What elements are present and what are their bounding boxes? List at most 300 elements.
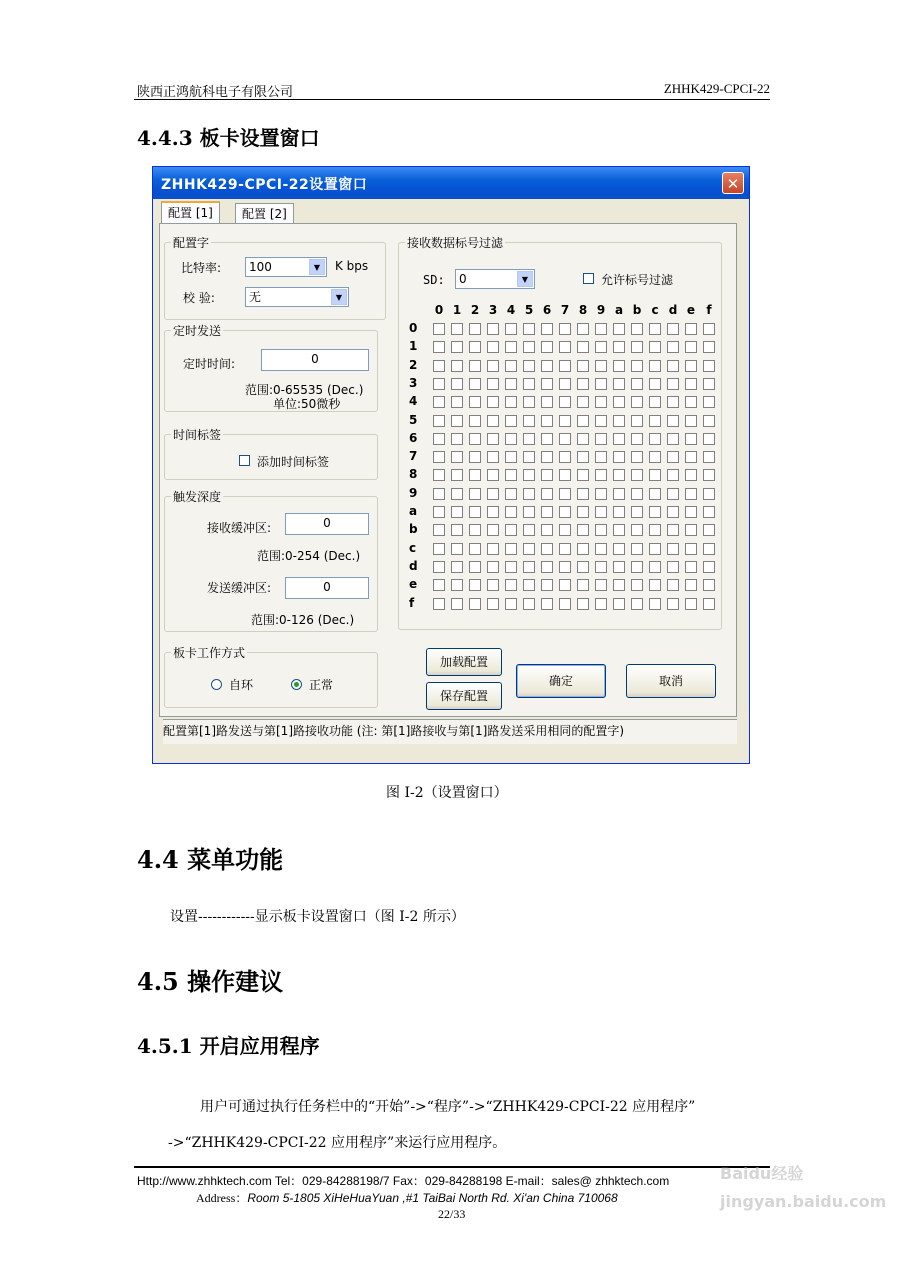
label-filter-checkbox[interactable] <box>559 543 571 555</box>
chevron-down-icon[interactable]: ▼ <box>517 271 533 287</box>
label-filter-checkbox[interactable] <box>505 598 517 610</box>
label-filter-checkbox[interactable] <box>523 543 535 555</box>
paragraph-line-2: ->“ZHHK429-CPCI-22 应用程序”来运行应用程序。 <box>168 1135 507 1151</box>
label-filter-checkbox[interactable] <box>649 451 661 463</box>
label-filter-checkbox[interactable] <box>595 506 607 518</box>
label-filter-checkbox[interactable] <box>667 561 679 573</box>
radio-loop[interactable] <box>211 679 222 690</box>
label-filter-checkbox[interactable] <box>523 360 535 372</box>
label-filter-checkbox[interactable] <box>505 360 517 372</box>
label-filter-checkbox[interactable] <box>451 524 463 536</box>
label-filter-checkbox[interactable] <box>451 579 463 591</box>
label-filter-checkbox[interactable] <box>649 341 661 353</box>
label-filter-checkbox[interactable] <box>613 360 625 372</box>
label-filter-checkbox[interactable] <box>631 469 643 481</box>
label-filter-checkbox[interactable] <box>505 469 517 481</box>
label-filter-checkbox[interactable] <box>433 579 445 591</box>
label-filter-checkbox[interactable] <box>541 488 553 500</box>
label-filter-checkbox[interactable] <box>595 360 607 372</box>
grid-col-label: 7 <box>560 303 570 317</box>
label-filter-checkbox[interactable] <box>631 451 643 463</box>
label-filter-checkbox[interactable] <box>487 396 499 408</box>
parity-select[interactable] <box>245 287 349 307</box>
label-filter-checkbox[interactable] <box>613 561 625 573</box>
label-filter-checkbox[interactable] <box>505 579 517 591</box>
label-filter-checkbox[interactable] <box>631 323 643 335</box>
label-filter-checkbox[interactable] <box>649 415 661 427</box>
label-filter-checkbox[interactable] <box>631 360 643 372</box>
label-filter-checkbox[interactable] <box>469 341 481 353</box>
label-filter-checkbox[interactable] <box>433 433 445 445</box>
label-filter-checkbox[interactable] <box>433 451 445 463</box>
label-filter-checkbox[interactable] <box>685 488 697 500</box>
label-filter-checkbox[interactable] <box>685 360 697 372</box>
label-filter-checkbox[interactable] <box>505 488 517 500</box>
label-filter-checkbox[interactable] <box>703 543 715 555</box>
label-filter-checkbox[interactable] <box>505 524 517 536</box>
label-filter-checkbox[interactable] <box>595 469 607 481</box>
label-filter-checkbox[interactable] <box>685 378 697 390</box>
tx-buffer-range: 范围:0-126 (Dec.) <box>251 613 355 627</box>
label-filter-checkbox[interactable] <box>685 323 697 335</box>
label-filter-checkbox[interactable] <box>541 433 553 445</box>
group-label-filter-title: 接收数据标号过滤 <box>407 236 504 250</box>
footer-address-line <box>196 1189 618 1206</box>
allow-filter-checkbox[interactable] <box>583 273 594 284</box>
label-filter-checkbox[interactable] <box>613 469 625 481</box>
label-filter-checkbox[interactable] <box>667 469 679 481</box>
label-filter-checkbox[interactable] <box>523 506 535 518</box>
label-filter-checkbox[interactable] <box>505 323 517 335</box>
label-filter-checkbox[interactable] <box>469 323 481 335</box>
label-filter-checkbox[interactable] <box>613 543 625 555</box>
label-filter-checkbox[interactable] <box>667 323 679 335</box>
load-config-button[interactable]: 加载配置 <box>426 648 502 676</box>
sd-select[interactable] <box>455 269 535 289</box>
label-filter-checkbox[interactable] <box>631 378 643 390</box>
label-filter-checkbox[interactable] <box>559 579 571 591</box>
label-filter-checkbox[interactable] <box>577 378 589 390</box>
label-filter-checkbox[interactable] <box>505 561 517 573</box>
dialog-titlebar <box>153 167 749 199</box>
label-filter-checkbox[interactable] <box>577 543 589 555</box>
label-filter-checkbox[interactable] <box>649 360 661 372</box>
label-filter-checkbox[interactable] <box>451 506 463 518</box>
tx-buffer-input[interactable]: 0 <box>285 577 369 599</box>
label-filter-checkbox[interactable] <box>631 524 643 536</box>
group-config-word <box>164 236 386 320</box>
label-filter-checkbox[interactable] <box>631 598 643 610</box>
label-filter-checkbox[interactable] <box>451 451 463 463</box>
label-filter-checkbox[interactable] <box>631 341 643 353</box>
grid-row-label: e <box>409 577 418 592</box>
label-filter-checkbox[interactable] <box>577 433 589 445</box>
label-filter-checkbox[interactable] <box>595 561 607 573</box>
save-config-button[interactable]: 保存配置 <box>426 682 502 710</box>
label-filter-checkbox[interactable] <box>487 524 499 536</box>
label-filter-checkbox[interactable] <box>433 360 445 372</box>
label-filter-checkbox[interactable] <box>541 360 553 372</box>
rx-buffer-input[interactable]: 0 <box>285 513 369 535</box>
label-filter-checkbox[interactable] <box>523 561 535 573</box>
label-filter-checkbox[interactable] <box>469 579 481 591</box>
label-filter-checkbox[interactable] <box>487 506 499 518</box>
label-filter-checkbox[interactable] <box>703 469 715 481</box>
label-filter-checkbox[interactable] <box>595 524 607 536</box>
label-filter-checkbox[interactable] <box>667 524 679 536</box>
label-filter-checkbox[interactable] <box>649 469 661 481</box>
label-filter-checkbox[interactable] <box>577 598 589 610</box>
label-filter-checkbox[interactable] <box>469 433 481 445</box>
label-filter-checkbox[interactable] <box>487 488 499 500</box>
label-filter-checkbox[interactable] <box>523 396 535 408</box>
label-filter-checkbox[interactable] <box>487 451 499 463</box>
label-filter-checkbox[interactable] <box>523 378 535 390</box>
dialog-title: ZHHK429-CPCI-22设置窗口 <box>161 177 368 193</box>
label-filter-checkbox[interactable] <box>523 415 535 427</box>
label-filter-checkbox[interactable] <box>703 396 715 408</box>
label-filter-checkbox[interactable] <box>577 415 589 427</box>
label-filter-checkbox[interactable] <box>577 488 589 500</box>
label-filter-checkbox[interactable] <box>685 469 697 481</box>
label-filter-checkbox[interactable] <box>433 561 445 573</box>
label-filter-checkbox[interactable] <box>451 396 463 408</box>
ok-button[interactable]: 确定 <box>516 664 606 698</box>
label-filter-checkbox[interactable] <box>703 360 715 372</box>
label-filter-checkbox[interactable] <box>667 341 679 353</box>
label-filter-checkbox[interactable] <box>595 451 607 463</box>
label-filter-checkbox[interactable] <box>685 579 697 591</box>
label-filter-checkbox[interactable] <box>595 415 607 427</box>
label-filter-checkbox[interactable] <box>559 360 571 372</box>
label-filter-checkbox[interactable] <box>433 598 445 610</box>
label-filter-checkbox[interactable] <box>649 598 661 610</box>
label-filter-checkbox[interactable] <box>505 543 517 555</box>
label-filter-checkbox[interactable] <box>685 451 697 463</box>
label-filter-checkbox[interactable] <box>649 323 661 335</box>
label-filter-checkbox[interactable] <box>631 433 643 445</box>
label-filter-checkbox[interactable] <box>559 524 571 536</box>
label-filter-checkbox[interactable] <box>685 543 697 555</box>
label-filter-checkbox[interactable] <box>433 488 445 500</box>
label-filter-checkbox[interactable] <box>685 415 697 427</box>
label-filter-checkbox[interactable] <box>631 415 643 427</box>
label-filter-checkbox[interactable] <box>541 396 553 408</box>
label-filter-checkbox[interactable] <box>595 378 607 390</box>
add-time-tag-checkbox[interactable] <box>239 455 250 466</box>
label-filter-checkbox[interactable] <box>703 506 715 518</box>
label-filter-checkbox[interactable] <box>469 524 481 536</box>
label-filter-checkbox[interactable] <box>631 561 643 573</box>
tab-config-2[interactable]: 配置 [2] <box>235 203 294 223</box>
label-filter-checkbox[interactable] <box>505 378 517 390</box>
label-filter-checkbox[interactable] <box>505 451 517 463</box>
label-filter-checkbox[interactable] <box>613 598 625 610</box>
label-filter-checkbox[interactable] <box>703 415 715 427</box>
label-filter-checkbox[interactable] <box>487 543 499 555</box>
label-filter-checkbox[interactable] <box>577 469 589 481</box>
label-filter-checkbox[interactable] <box>613 396 625 408</box>
label-filter-checkbox[interactable] <box>667 598 679 610</box>
label-filter-checkbox[interactable] <box>559 488 571 500</box>
label-filter-checkbox[interactable] <box>451 561 463 573</box>
label-filter-checkbox[interactable] <box>613 579 625 591</box>
label-filter-checkbox[interactable] <box>523 451 535 463</box>
label-filter-checkbox[interactable] <box>541 543 553 555</box>
label-filter-checkbox[interactable] <box>703 433 715 445</box>
label-filter-checkbox[interactable] <box>433 341 445 353</box>
label-filter-checkbox[interactable] <box>595 323 607 335</box>
label-filter-checkbox[interactable] <box>451 341 463 353</box>
label-filter-checkbox[interactable] <box>469 598 481 610</box>
label-filter-checkbox[interactable] <box>631 579 643 591</box>
label-filter-checkbox[interactable] <box>649 488 661 500</box>
label-filter-checkbox[interactable] <box>487 415 499 427</box>
label-filter-checkbox[interactable] <box>649 378 661 390</box>
label-filter-checkbox[interactable] <box>541 341 553 353</box>
close-icon[interactable]: ✕ <box>722 172 744 194</box>
tab-config-1[interactable]: 配置 [1] <box>161 201 220 223</box>
label-filter-checkbox[interactable] <box>613 451 625 463</box>
grid-row-label: 8 <box>409 467 418 482</box>
grid-row-label: c <box>409 540 417 555</box>
label-filter-checkbox[interactable] <box>559 323 571 335</box>
label-filter-checkbox[interactable] <box>451 323 463 335</box>
label-filter-checkbox[interactable] <box>649 524 661 536</box>
label-filter-checkbox[interactable] <box>685 396 697 408</box>
label-filter-checkbox[interactable] <box>433 543 445 555</box>
label-filter-checkbox[interactable] <box>631 396 643 408</box>
label-filter-checkbox[interactable] <box>703 488 715 500</box>
cancel-button[interactable]: 取消 <box>626 664 716 698</box>
label-filter-checkbox[interactable] <box>595 579 607 591</box>
label-filter-checkbox[interactable] <box>577 524 589 536</box>
label-filter-checkbox[interactable] <box>667 506 679 518</box>
label-filter-checkbox[interactable] <box>559 378 571 390</box>
label-filter-checkbox[interactable] <box>577 561 589 573</box>
label-filter-checkbox[interactable] <box>433 524 445 536</box>
label-filter-checkbox[interactable] <box>469 561 481 573</box>
label-filter-checkbox[interactable] <box>523 469 535 481</box>
rx-buffer-range: 范围:0-254 (Dec.) <box>257 549 361 563</box>
label-filter-checkbox[interactable] <box>577 396 589 408</box>
label-filter-checkbox[interactable] <box>523 524 535 536</box>
label-filter-checkbox[interactable] <box>667 488 679 500</box>
label-filter-checkbox[interactable] <box>613 524 625 536</box>
rx-buffer-label: 接收缓冲区: <box>207 521 272 535</box>
label-filter-checkbox[interactable] <box>667 378 679 390</box>
label-filter-checkbox[interactable] <box>487 433 499 445</box>
label-filter-checkbox[interactable] <box>487 579 499 591</box>
label-filter-checkbox[interactable] <box>667 579 679 591</box>
label-filter-checkbox[interactable] <box>523 433 535 445</box>
label-filter-checkbox[interactable] <box>703 323 715 335</box>
status-text: 配置第[1]路发送与第[1]路接收功能 (注: 第[1]路接收与第[1]路发送采用相同的配置字) <box>163 724 625 738</box>
label-filter-checkbox[interactable] <box>667 396 679 408</box>
label-filter-checkbox[interactable] <box>433 469 445 481</box>
label-filter-checkbox[interactable] <box>631 543 643 555</box>
label-filter-checkbox[interactable] <box>505 433 517 445</box>
label-filter-checkbox[interactable] <box>649 543 661 555</box>
label-filter-checkbox[interactable] <box>649 579 661 591</box>
label-filter-checkbox[interactable] <box>667 360 679 372</box>
label-filter-checkbox[interactable] <box>613 341 625 353</box>
label-filter-checkbox[interactable] <box>559 506 571 518</box>
label-filter-checkbox[interactable] <box>703 341 715 353</box>
label-filter-checkbox[interactable] <box>469 451 481 463</box>
timed-send-unit: 单位:50微秒 <box>273 397 341 411</box>
chevron-down-icon[interactable]: ▼ <box>331 289 347 305</box>
grid-col-label: d <box>668 303 678 317</box>
label-filter-checkbox[interactable] <box>541 378 553 390</box>
label-filter-checkbox[interactable] <box>523 341 535 353</box>
label-filter-checkbox[interactable] <box>613 488 625 500</box>
label-filter-checkbox[interactable] <box>541 469 553 481</box>
label-filter-checkbox[interactable] <box>649 433 661 445</box>
label-filter-checkbox[interactable] <box>451 360 463 372</box>
bitrate-select[interactable] <box>245 257 327 277</box>
label-filter-checkbox[interactable] <box>559 341 571 353</box>
label-filter-checkbox[interactable] <box>523 323 535 335</box>
label-filter-checkbox[interactable] <box>685 524 697 536</box>
label-filter-checkbox[interactable] <box>685 598 697 610</box>
label-filter-checkbox[interactable] <box>595 433 607 445</box>
label-filter-checkbox[interactable] <box>451 543 463 555</box>
label-filter-checkbox[interactable] <box>541 598 553 610</box>
label-filter-checkbox[interactable] <box>613 378 625 390</box>
label-filter-checkbox[interactable] <box>649 561 661 573</box>
label-filter-checkbox[interactable] <box>559 561 571 573</box>
label-filter-checkbox[interactable] <box>469 488 481 500</box>
label-filter-checkbox[interactable] <box>541 561 553 573</box>
label-filter-checkbox[interactable] <box>631 488 643 500</box>
label-filter-checkbox[interactable] <box>433 323 445 335</box>
label-filter-checkbox[interactable] <box>559 469 571 481</box>
label-filter-checkbox[interactable] <box>667 451 679 463</box>
label-filter-checkbox[interactable] <box>433 506 445 518</box>
label-filter-checkbox[interactable] <box>487 469 499 481</box>
label-filter-checkbox[interactable] <box>433 396 445 408</box>
label-filter-checkbox[interactable] <box>595 488 607 500</box>
label-filter-checkbox[interactable] <box>703 561 715 573</box>
label-filter-checkbox[interactable] <box>685 341 697 353</box>
label-filter-checkbox[interactable] <box>505 396 517 408</box>
timed-send-input[interactable]: 0 <box>261 349 369 371</box>
label-filter-checkbox[interactable] <box>505 506 517 518</box>
label-filter-checkbox[interactable] <box>595 396 607 408</box>
label-filter-checkbox[interactable] <box>523 579 535 591</box>
label-filter-checkbox[interactable] <box>595 341 607 353</box>
label-filter-checkbox[interactable] <box>703 378 715 390</box>
label-filter-checkbox[interactable] <box>451 415 463 427</box>
label-filter-checkbox[interactable] <box>487 360 499 372</box>
label-filter-checkbox[interactable] <box>613 415 625 427</box>
label-filter-checkbox[interactable] <box>541 323 553 335</box>
radio-normal[interactable] <box>291 679 302 690</box>
grid-row-label: 7 <box>409 449 418 464</box>
label-filter-checkbox[interactable] <box>577 451 589 463</box>
label-filter-checkbox[interactable] <box>613 323 625 335</box>
label-filter-checkbox[interactable] <box>433 415 445 427</box>
label-filter-checkbox[interactable] <box>451 469 463 481</box>
label-filter-checkbox[interactable] <box>649 396 661 408</box>
label-filter-checkbox[interactable] <box>613 506 625 518</box>
label-filter-checkbox[interactable] <box>595 543 607 555</box>
label-filter-checkbox[interactable] <box>451 598 463 610</box>
label-filter-checkbox[interactable] <box>487 598 499 610</box>
label-filter-checkbox[interactable] <box>541 579 553 591</box>
label-filter-checkbox[interactable] <box>451 378 463 390</box>
label-filter-checkbox[interactable] <box>541 524 553 536</box>
label-filter-checkbox[interactable] <box>577 341 589 353</box>
label-filter-checkbox[interactable] <box>541 415 553 427</box>
label-filter-checkbox[interactable] <box>487 378 499 390</box>
label-filter-checkbox[interactable] <box>685 433 697 445</box>
label-filter-checkbox[interactable] <box>559 415 571 427</box>
label-filter-checkbox[interactable] <box>451 488 463 500</box>
label-filter-checkbox[interactable] <box>703 579 715 591</box>
chevron-down-icon[interactable]: ▼ <box>309 259 325 275</box>
label-filter-checkbox[interactable] <box>505 341 517 353</box>
label-filter-checkbox[interactable] <box>469 506 481 518</box>
label-filter-checkbox[interactable] <box>469 396 481 408</box>
grid-col-label: 2 <box>470 303 480 317</box>
label-filter-checkbox[interactable] <box>703 524 715 536</box>
label-filter-checkbox[interactable] <box>541 451 553 463</box>
label-filter-checkbox[interactable] <box>613 433 625 445</box>
label-filter-checkbox[interactable] <box>685 561 697 573</box>
label-filter-checkbox[interactable] <box>469 415 481 427</box>
label-filter-checkbox[interactable] <box>577 506 589 518</box>
label-filter-checkbox[interactable] <box>559 451 571 463</box>
label-filter-checkbox[interactable] <box>667 433 679 445</box>
label-filter-checkbox[interactable] <box>469 469 481 481</box>
label-filter-checkbox[interactable] <box>559 598 571 610</box>
timed-send-range: 范围:0-65535 (Dec.) <box>245 383 364 397</box>
label-filter-checkbox[interactable] <box>703 598 715 610</box>
label-filter-checkbox[interactable] <box>577 323 589 335</box>
label-filter-checkbox[interactable] <box>559 433 571 445</box>
label-filter-checkbox[interactable] <box>577 579 589 591</box>
grid-row-label: 6 <box>409 430 418 445</box>
label-filter-checkbox[interactable] <box>577 360 589 372</box>
label-filter-checkbox[interactable] <box>487 341 499 353</box>
label-filter-checkbox[interactable] <box>595 598 607 610</box>
label-filter-checkbox[interactable] <box>649 506 661 518</box>
settings-dialog <box>152 166 750 764</box>
label-filter-checkbox[interactable] <box>559 396 571 408</box>
label-filter-checkbox[interactable] <box>433 378 445 390</box>
label-filter-checkbox[interactable] <box>667 415 679 427</box>
label-filter-checkbox[interactable] <box>667 543 679 555</box>
label-filter-checkbox[interactable] <box>487 561 499 573</box>
label-filter-checkbox[interactable] <box>469 378 481 390</box>
label-filter-checkbox[interactable] <box>523 488 535 500</box>
label-filter-checkbox[interactable] <box>523 598 535 610</box>
label-filter-checkbox[interactable] <box>505 415 517 427</box>
label-filter-checkbox[interactable] <box>469 360 481 372</box>
label-filter-checkbox[interactable] <box>541 506 553 518</box>
label-filter-checkbox[interactable] <box>487 323 499 335</box>
label-filter-checkbox[interactable] <box>469 543 481 555</box>
label-filter-checkbox[interactable] <box>685 506 697 518</box>
grid-col-label: 4 <box>506 303 516 317</box>
parity-label: 校 验: <box>183 291 215 305</box>
grid-col-label: 3 <box>488 303 498 317</box>
label-filter-checkbox[interactable] <box>703 451 715 463</box>
label-filter-checkbox[interactable] <box>631 506 643 518</box>
label-filter-checkbox[interactable] <box>451 433 463 445</box>
